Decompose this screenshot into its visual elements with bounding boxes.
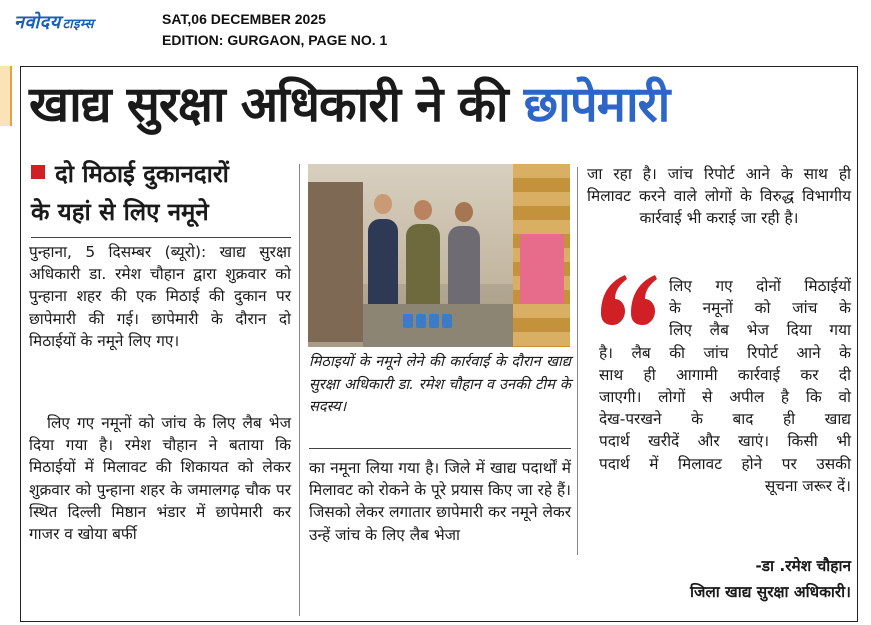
headline <box>29 75 669 135</box>
adjacent-article-edge <box>0 66 12 126</box>
news-photo <box>308 164 570 347</box>
quote-line: लिए लैब भेज दिया गया <box>669 321 851 340</box>
quote-line: लिए गए दोनों मिठाईयों <box>669 277 851 295</box>
quote-line: के नमूनों को जांच के <box>669 299 851 318</box>
edition-info <box>162 9 387 51</box>
photo-caption: मिठाइयों के नमूने लेने की कार्रवाई के दौरान खाद्य सुरक्षा अधिकारी डा. रमेश चौहान व उनकी टीम के सदस्य। <box>309 353 571 416</box>
subhead-line-2: के यहां से लिए नमूने <box>31 198 209 226</box>
newspaper-logo <box>14 10 94 34</box>
column-3-text: जा रहा है। जांच रिपोर्ट आने के साथ ही मिलावट करने वाले लोगों के विरुद्ध विभागीय कार्रवाई भी कराई जा रही है। <box>587 165 851 228</box>
subhead-line-1: दो मिठाई दुकानदारों <box>55 160 229 188</box>
signature-title: जिला खाद्य सुरक्षा अधिकारी। <box>689 583 851 601</box>
caption-divider <box>309 448 571 449</box>
quote-signature <box>587 553 851 605</box>
quote-line: है। लैब की जांच रिपोर्ट आने के <box>599 343 851 362</box>
quote-line: जाएगी। लोगों से अपील है कि वो <box>599 388 851 407</box>
column-1-paragraph-2: लिए गए नमूनों को जांच के लिए लैब भेज दिया गया है। रमेश चौहान ने बताया कि मिठाईयों में मिलावट की शिकायत को लेकर शुक्रवार को पुन्हाना शहर के जमालगढ़ चौक पर स्थित दिल्ली मिष्ठान भंडार में छापेमारी कर गाजर व खोया बर्फी <box>29 414 291 544</box>
quote-line: साथ ही आगामी कार्रवाई कर दी <box>599 365 851 384</box>
red-square-bullet-icon <box>31 165 45 179</box>
quote-line: सूचना जरूर दें। <box>764 476 851 495</box>
date-line: SAT,06 DECEMBER 2025 <box>162 11 326 27</box>
quote-line: देख-परखने के बाद ही खाद्य <box>599 410 851 429</box>
quote-block <box>599 275 851 497</box>
logo-sub: टाइम्स <box>62 17 94 32</box>
signature-name: -डा .रमेश चौहान <box>755 557 851 575</box>
headline-main: खाद्य सुरक्षा अधिकारी ने की <box>29 76 508 133</box>
column-1-paragraph-1: पुन्हाना, 5 दिसम्बर (ब्यूरो): खाद्य सुरक्षा अधिकारी डा. रमेश चौहान द्वारा शुक्रवार को पुन्हाना शहर की एक मिठाई की दुकान पर छापेमारी की गई। छापेमारी के दौरान दो मिठाईयों के नमूने लिए गए। <box>29 243 291 350</box>
headline-accent: छापेमारी <box>523 76 670 133</box>
quote-line: पदार्थ में मिलावट होने पर उसकी <box>599 454 851 473</box>
subheadline <box>31 155 291 231</box>
column-2-text: का नमूना लिया गया है। जिले में खाद्य पदार्थों में मिलावट को रोकने के पूरे प्रयास किए जा रहे हैं। जिसको लेकर लगातार छापेमारी कर नमूने लेकर उन्हें जांच के लिए लैब भेजा <box>309 459 571 544</box>
column-divider-2 <box>577 167 578 555</box>
subhead-divider <box>31 237 291 238</box>
quote-line: पदार्थ खरीदें और खाएं। किसी भी <box>599 432 851 451</box>
masthead <box>0 0 871 58</box>
news-article <box>20 66 858 622</box>
edition-line: EDITION: GURGAON, PAGE NO. 1 <box>162 32 388 48</box>
column-divider-1 <box>299 164 300 616</box>
logo-main: नवोदय <box>14 12 61 33</box>
